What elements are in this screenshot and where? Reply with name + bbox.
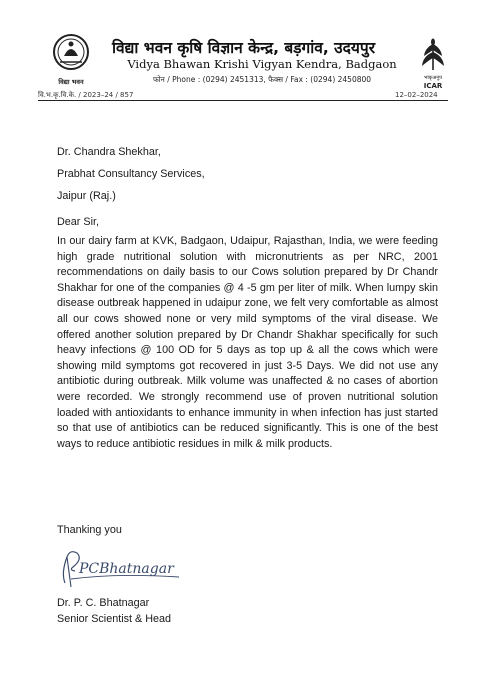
left-logo-caption: विद्या भवन (58, 78, 84, 86)
vidya-bhawan-logo (50, 32, 92, 90)
org-name-hindi: विद्या भवन कृषि विज्ञान केन्द्र, बड़गांव, उदयपुर (112, 39, 376, 57)
contact-line: फोन / Phone : (0294) 2451313, फैक्स / Fax : (0294) 2450800 (152, 75, 372, 84)
right-logo-caption-hindi: भाकृअनुप (423, 75, 443, 81)
recipient-company: Prabhat Consultancy Services, (57, 168, 205, 180)
closing-line: Thanking you (57, 524, 122, 536)
right-logo-caption: ICAR (423, 82, 443, 90)
signature-image (57, 543, 187, 589)
signatory-name: Dr. P. C. Bhatnagar (57, 597, 150, 609)
letter-body: In our dairy farm at KVK, Badgaon, Udaipur, Rajasthan, India, we were feeding high grade nutritional solution with micronutrients as per NRC, 2001 recommendations on daily basis to our Cows solution prepared by Dr Chandr Shakhar for one of the companies @ 4 -5 gm per liter of milk. When lumpy skin disease outbreak happened in udaipur zone, we felt very comfortable as almost all our cows showed none or very mild symptoms of the viral disease. We offered another solution prepared by Dr Chandr Shakhar specifically for such heavy infections @ 100 OD for 5 days as top up & all the cows which were showing mild symptoms got recovered in just 3-5 Days. We did not use any antibiotic during outbreak. Milk volume was unaffected & no cases of abortion were recorded. We strongly recommend use of proven nutritional solution loaded with antioxidants to enhance immunity in when infection has just started so that use of antibiotics can be reduced significantly. This is one of the best ways to reduce antibiotic residues in milk & milk products. (57, 235, 438, 450)
icar-logo (418, 36, 448, 90)
recipient-city: Jaipur (Raj.) (57, 190, 116, 202)
signature-text: PCBhatnagar (79, 561, 174, 577)
salutation: Dear Sir, (57, 216, 100, 228)
org-name-english: Vidya Bhawan Krishi Vigyan Kendra, Badgaon (127, 57, 397, 71)
letter-date: 12–02–2024 (395, 91, 438, 99)
recipient-name: Dr. Chandra Shekhar, (57, 146, 161, 158)
signatory-title: Senior Scientist & Head (57, 613, 172, 625)
header-divider (38, 100, 448, 101)
reference-number: वि.भ.कृ.वि.के. / 2023–24 / 857 (38, 91, 134, 99)
